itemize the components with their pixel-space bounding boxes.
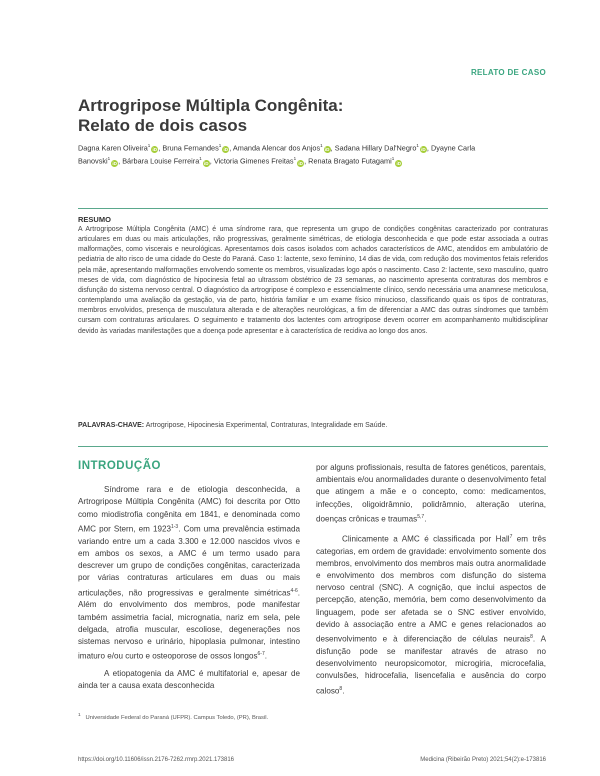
author-affiliation: 1 (293, 156, 297, 162)
journal-citation: Medicina (Ribeirão Preto) 2021;54(2):e-173816 (420, 757, 546, 763)
author-affiliation: 1 (199, 156, 202, 162)
author-affiliation: 1 (218, 143, 222, 148)
bottom-rule (78, 446, 548, 447)
author-name: Dyayne Carla Banovski (78, 143, 476, 166)
author-list: Dagna Karen Oliveira$^1$iD, Bruna Fernandes$^1$iD, Amanda Alencar dos Anjos$^1$iD, Sadana Hillary Dal'Negro$^1$iD, Dyayne Carla Banovski$^1$iD, Bárbara Louise Ferreira$^1$iD, Victoria Gimenes Freitas$^1$iD, Renata Bragato Futagami$^1$iD (78, 143, 476, 166)
abstract-heading: RESUMO (78, 215, 111, 224)
text-run: por alguns profissionais, resulta de fatores genéticos, parentais, ambientais e/ou anormalidades durante o desenvolvimento fetal que atingem a mãe e o concepto, como: medicamentos, infecções, oligoidrâmnio, polidrâmnio, alteração uterina, doenças crônicas e traumas (316, 463, 546, 524)
author-name: Sadana Hillary Dal'Negro (334, 143, 417, 153)
text-run: . Além do envolvimento dos membros, pode manifestar também assimetria facial, micrognatia, nariz em sela, pele delgada, atrofia muscular, escoliose, degenerações nos sistemas nervoso e urinário, hipoplasia pulmonar, intestino imaturo e/ou curto e osteoporose de ossos longos (78, 588, 300, 661)
intro-heading: INTRODUÇÃO (78, 460, 161, 472)
orcid-icon[interactable]: iD (421, 147, 426, 153)
doi-link[interactable]: https://doi.org/10.11606/issn.2176-7262.rmrp.2021.173816 (78, 757, 234, 763)
author-affiliation: 1 (147, 143, 151, 148)
citation: 8 (530, 634, 533, 641)
left-paragraph-1 (78, 484, 300, 663)
citation: 6-7 (257, 651, 265, 658)
text-run: Clinicamente a AMC é classificada por Hall (342, 534, 510, 544)
footnote-text: Universidade Federal do Paraná (UFPR). Campus Toledo, (PR), Brasil. (85, 714, 269, 721)
right-paragraph-2 (316, 531, 546, 698)
citation: 8 (339, 685, 343, 692)
keywords-label: PALAVRAS-CHAVE: (78, 422, 145, 429)
right-column (316, 462, 546, 702)
orcid-icon[interactable]: iD (396, 160, 401, 166)
author-name: Amanda Alencar dos Anjos (232, 143, 321, 153)
section-tag: RELATO DE CASO (470, 68, 546, 77)
text-run: . (342, 686, 345, 696)
left-paragraph-2: A etiopatogenia da AMC é multifatorial e, apesar de ainda ter a causa exata desconhecida (78, 669, 300, 691)
author-name: Dagna Karen Oliveira (78, 143, 148, 153)
keywords-text: Artrogripose, Hipocinesia Experimental, Contraturas, Integralidade em Saúde. (145, 422, 388, 429)
citation: 7 (509, 533, 513, 540)
orcid-icon[interactable]: iD (223, 147, 228, 153)
text-run: . (424, 514, 427, 524)
orcid-icon[interactable]: iD (112, 160, 117, 166)
left-column (78, 460, 300, 698)
affiliation-footnote (78, 713, 268, 721)
title-line-1: Artrogripose Múltipla Congênita: (78, 96, 344, 115)
orcid-icon[interactable]: iD (298, 160, 303, 166)
author-affiliation: 1 (391, 156, 395, 162)
text-run: . A disfunção pode se manifestar através de atraso no desenvolvimento neuropsicomotor, microgiria, microcefalia, convulsões, hidrocefalia, lisencefalia e ausência do corpo caloso (316, 634, 547, 696)
orcid-icon[interactable]: iD (204, 160, 209, 166)
author-affiliation: 1 (107, 156, 111, 162)
footnote-number: 1 (78, 713, 81, 718)
orcid-icon[interactable]: iD (152, 147, 158, 153)
text-run: Síndrome rara e de etiologia desconhecida, a Artrogripose Múltipla Congênita (AMC) foi descrita por Otto como miodistrofia congênita em 1841, e denominada como AMC por Stern, em 1923 (78, 485, 300, 534)
keywords (78, 421, 548, 431)
text-run: . (264, 651, 268, 661)
author-affiliation: 1 (320, 143, 323, 148)
title-line-2: Relato de dois casos (78, 116, 248, 135)
citation: 1-3 (170, 523, 179, 530)
author-name: Bruna Fernandes (162, 143, 219, 153)
citation: 5,7 (417, 513, 425, 520)
abstract-body (78, 225, 548, 337)
text-run: . Com uma prevalência estimada variando entre um a cada 3.300 e 12.000 nascidos vivos e em ambos os sexos, a AMC é um termo usado para descrever um grupo de condições congênitas, caracterizada por várias contraturas articulares em duas ou mais articulações, não progressivas e geralmente simétricas (78, 524, 300, 598)
abstract-text: A Artrogripose Múltipla Congênita (AMC) é uma síndrome rara, que representa um grupo de condições congênitas caracterizado por contraturas articulares em duas ou mais articulações, não progressivas, geralmente simétricas, de etiologia desconhecida e que pode estar associada a outras malformações, como viscerais e neurológicas. Apresentamos dois casos isolados com achados característicos de AMC, atendidos em ambulatório de pediatria de alto risco de uma cidade do Oeste do Paraná. Caso 1: lactente, sexo feminino, 14 dias de vida, com redução dos movimentos fetais referidos pela mãe, apresentando malformações envolvendo somente os membros, visualizadas logo após o nascimento. Caso 2: lactente, sexo masculino, quatro meses de vida, com diagnóstico de hipocinesia fetal ao ultrassom obstétrico de 23 semanas, ao nascimento apresenta contraturas dos membros e disfunção do sistema nervoso central. O diagnóstico da artrogripose é complexo e essencialmente clínico, sendo necessária uma anamnese meticulosa, contemplando uma avaliação da gestação, via de parto, história familiar e um exame físico minucioso, classificando quais os tipos de contraturas, membros envolvidos, presença de musculatura alterada e de alterações neurológicas, a fim de diferenciar a AMC das outras síndromes que também cursam com contraturas articulares. O seguimento e tratamento dos lactentes com artrogripose devem ocorrer em acompanhamento multidisciplinar devido às variadas manifestações que a doença pode apresentar e à característica de recidiva ao longo dos anos. (78, 226, 548, 335)
text-run: em três categorias, em ordem de gravidade: envolvimento somente dos membros, envolvimento dos membros mais outra anormalidade e envolvimento dos membros com disfunção do sistema nervoso central (SNC). A cognição, que inclui aspectos de percepção, atenção, memória, bem como desenvolvimento da linguagem, pode ser afetada se o SNC estiver envolvido, devido à associação entre a AMC e genes relacionados ao desenvolvimento e à diferenciação de células neurais (316, 534, 546, 644)
right-paragraph-1 (316, 462, 546, 526)
top-rule (78, 208, 548, 209)
author-name: Bárbara Louise Ferreira (122, 156, 200, 166)
article-title (78, 96, 538, 136)
author-name: Victoria Gimenes Freitas (213, 156, 294, 166)
orcid-icon[interactable]: iD (324, 147, 330, 153)
author-name: Renata Bragato Futagami (308, 156, 392, 166)
citation: 4-6 (290, 587, 298, 594)
author-affiliation: 1 (416, 143, 419, 148)
